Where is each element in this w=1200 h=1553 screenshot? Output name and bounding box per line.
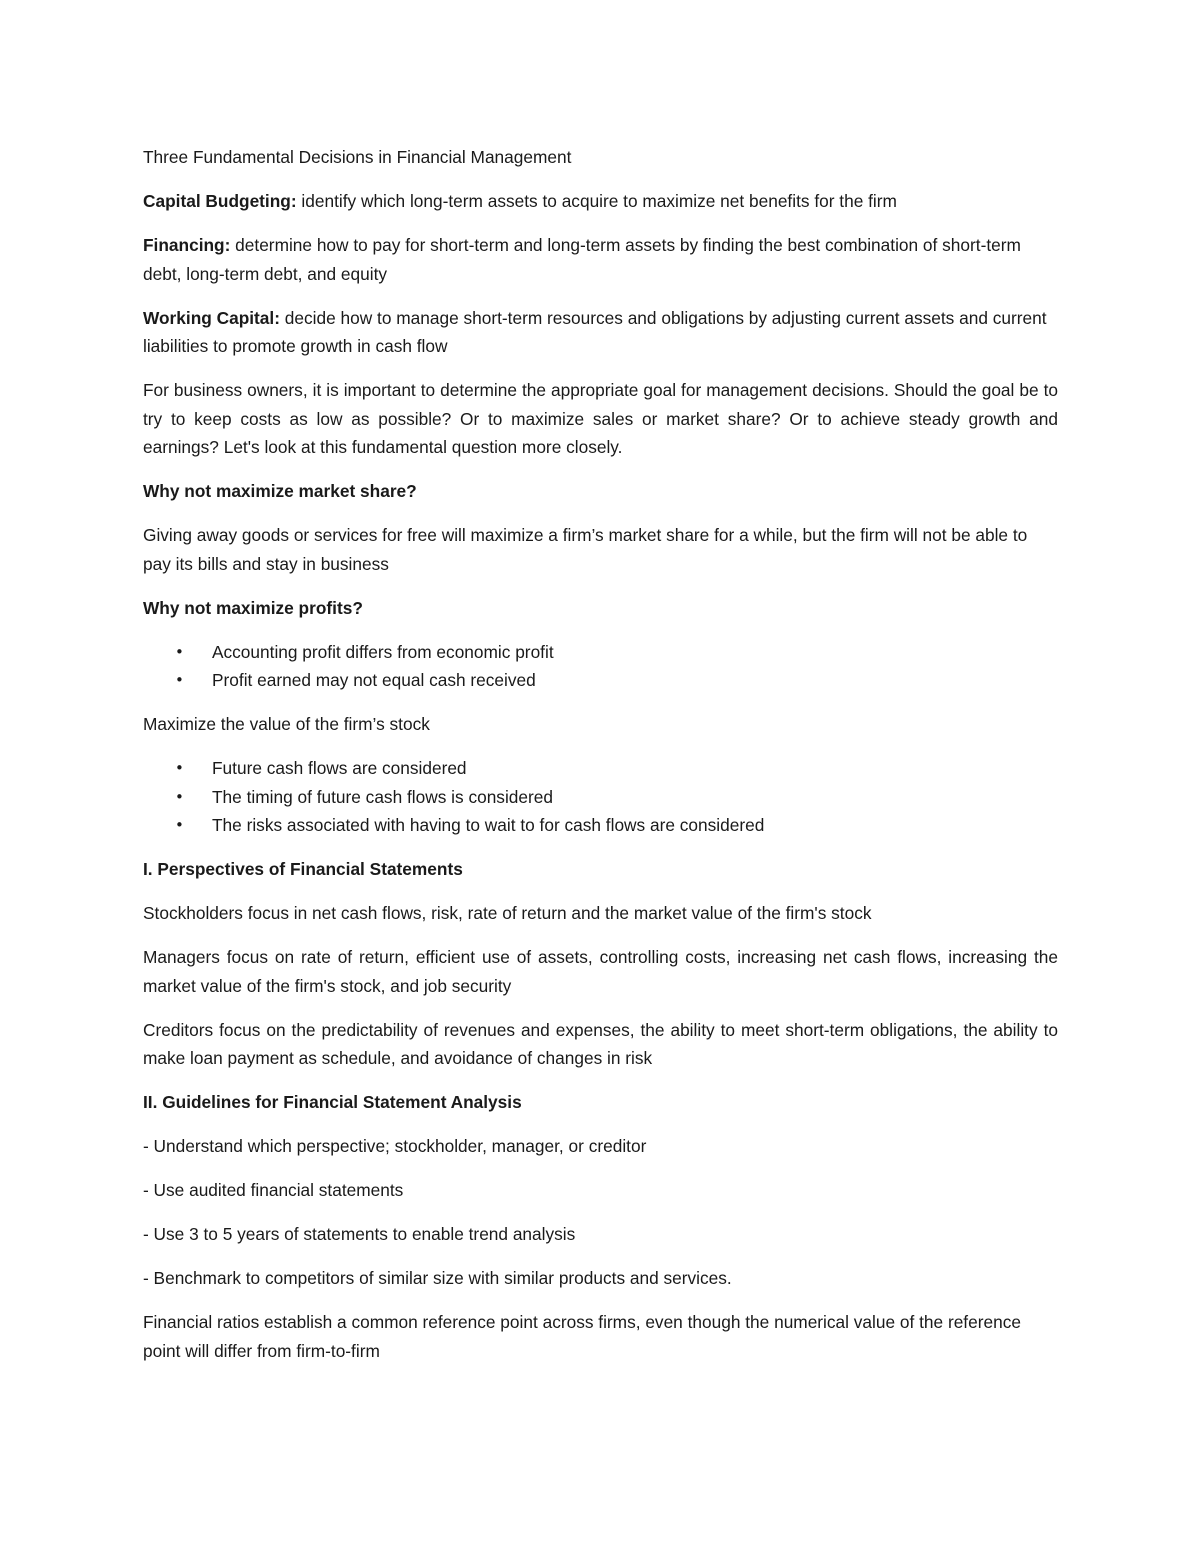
list-item-text: Profit earned may not equal cash received (212, 670, 536, 690)
stock-value-heading: Maximize the value of the firm’s stock (143, 714, 430, 734)
bullet-icon: • (175, 759, 184, 777)
list-item-text: The timing of future cash flows is considered (212, 786, 553, 807)
bullet-icon: • (175, 787, 184, 806)
perspectives-heading (143, 855, 1058, 884)
list-item (143, 666, 1058, 695)
decision-capital-budgeting (143, 187, 1058, 216)
guideline-item: - Use 3 to 5 years of statements to enable trend analysis (143, 1224, 576, 1244)
decision-text: determine how to pay for short-term and long-term assets by finding the best combination of short-term debt, long-term debt, and equity (143, 235, 1021, 284)
bullet-icon: • (175, 642, 184, 661)
decision-term: Working Capital: (143, 307, 280, 328)
market-share-text: Giving away goods or services for free will maximize a firm’s market share for a while, but the firm will not be able to pay its bills and stay in business (143, 525, 1028, 574)
decision-financing (143, 231, 1058, 288)
list-item (143, 754, 1058, 783)
stock-value-bullet-list (143, 754, 1058, 840)
list-item-text: Accounting profit differs from economic profit (212, 641, 554, 662)
managers-paragraph: Managers focus on rate of return, efficient use of assets, controlling costs, increasing net cash flows, increasing the market value of the firm's stock, and job security (143, 947, 1058, 996)
guidelines-heading (143, 1088, 1058, 1117)
decision-working-capital (143, 304, 1058, 361)
list-item (143, 638, 1058, 667)
bullet-icon: • (175, 671, 184, 689)
list-item (143, 811, 1058, 840)
creditors-paragraph: Creditors focus on the predictability of revenues and expenses, the ability to meet short-term obligations, the ability to make loan payment as schedule, and avoidance of changes in risk (143, 1019, 1058, 1068)
market-share-heading (143, 477, 1058, 506)
intro-paragraph: For business owners, it is important to determine the appropriate goal for management decisions. Should the goal be to try to keep costs as low as possible? Or to maximize sales or market share? Or to achieve steady growth and earnings? Let's look at this fundamental question more closely. (143, 380, 1058, 457)
profits-heading-text: Why not maximize profits? (143, 597, 363, 618)
list-item-text: Future cash flows are considered (212, 758, 467, 778)
perspectives-heading-text: I. Perspectives of Financial Statements (143, 859, 463, 879)
bullet-icon: • (175, 816, 184, 834)
decision-term: Financing: (143, 235, 231, 255)
stockholders-paragraph: Stockholders focus in net cash flows, risk, rate of return and the market value of the firm's stock (143, 903, 872, 923)
market-share-heading-text: Why not maximize market share? (143, 481, 417, 501)
profits-heading (143, 594, 1058, 623)
decision-text: identify which long-term assets to acquire to maximize net benefits for the firm (296, 191, 897, 211)
profits-bullet-list (143, 638, 1058, 695)
decision-text: decide how to manage short-term resources and obligations by adjusting current assets and current liabilities to promote growth in cash flow (143, 307, 1047, 356)
document-title: Three Fundamental Decisions in Financial Management (143, 147, 572, 167)
guidelines-heading-text: II. Guidelines for Financial Statement Analysis (143, 1092, 522, 1112)
decision-term: Capital Budgeting: (143, 191, 297, 211)
document-page (143, 143, 1058, 1381)
guideline-item: - Benchmark to competitors of similar size with similar products and services. (143, 1268, 732, 1288)
guideline-item: - Understand which perspective; stockholder, manager, or creditor (143, 1136, 647, 1156)
closing-paragraph: Financial ratios establish a common reference point across firms, even though the numerical value of the reference point will differ from firm-to-firm (143, 1312, 1021, 1361)
guideline-item: - Use audited financial statements (143, 1180, 404, 1200)
list-item-text: The risks associated with having to wait to for cash flows are considered (212, 815, 765, 835)
list-item (143, 783, 1058, 812)
